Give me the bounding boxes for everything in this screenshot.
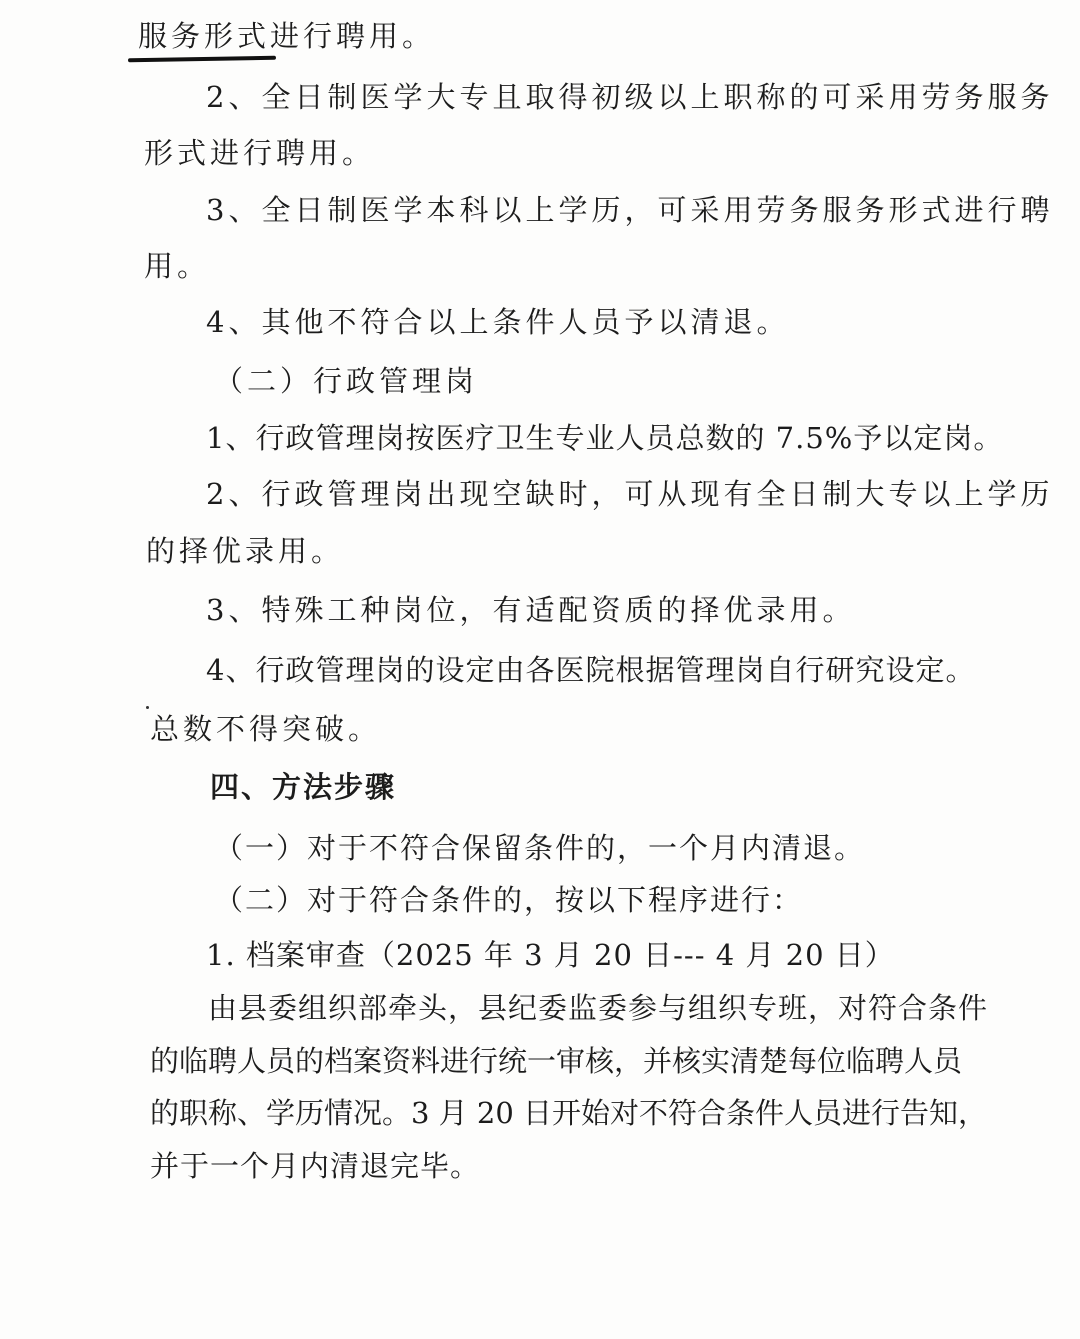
text-line-12: 4、行政管理岗的设定由各医院根据管理岗自行研究设定。 (206, 653, 976, 687)
text-line-15: （一）对于不符合保留条件的，一个月内清退。 (214, 831, 866, 865)
text-line-10: 的择优录用。 (146, 534, 345, 568)
text-line-21: 并于一个月内清退完毕。 (150, 1149, 481, 1183)
handwritten-underline (128, 56, 276, 63)
stray-mark (146, 706, 149, 709)
text-line-18: 由县委组织部牵头，县纪委监委参与组织专班，对符合条件 (208, 991, 989, 1025)
text-line-13: 总数不得突破。 (150, 712, 382, 746)
text-line-6: 4、其他不符合以上条件人员予以清退。 (206, 305, 790, 339)
section-heading-admin: （二）行政管理岗 (214, 364, 479, 398)
text-line-4: 3、全日制医学本科以上学历，可采用劳务服务形式进行聘 (206, 193, 1054, 227)
text-line-5: 用。 (144, 249, 211, 283)
text-line-16: （二）对于符合条件的，按以下程序进行： (214, 883, 804, 917)
section-heading-steps: 四、方法步骤 (210, 770, 397, 804)
text-line-17: 1. 档案审查（2025 年 3 月 20 日--- 4 月 20 日） (206, 938, 895, 972)
text-line-11: 3、特殊工种岗位，有适配资质的择优录用。 (206, 593, 856, 627)
text-line-8: 1、行政管理岗按医疗卫生专业人员总数的 7.5%予以定岗。 (206, 421, 1004, 455)
text-line-9: 2、行政管理岗出现空缺时，可从现有全日制大专以上学历 (206, 477, 1054, 511)
text-line-3: 形式进行聘用。 (144, 136, 376, 170)
text-line-1: 服务形式进行聘用。 (138, 19, 436, 53)
text-line-2: 2、全日制医学大专且取得初级以上职称的可采用劳务服务 (206, 80, 1054, 114)
text-line-20: 的职称、学历情况。3 月 20 日开始对不符合条件人员进行告知， (150, 1096, 988, 1130)
text-line-19: 的临聘人员的档案资料进行统一审核，并核实清楚每位临聘人员 (150, 1044, 963, 1078)
